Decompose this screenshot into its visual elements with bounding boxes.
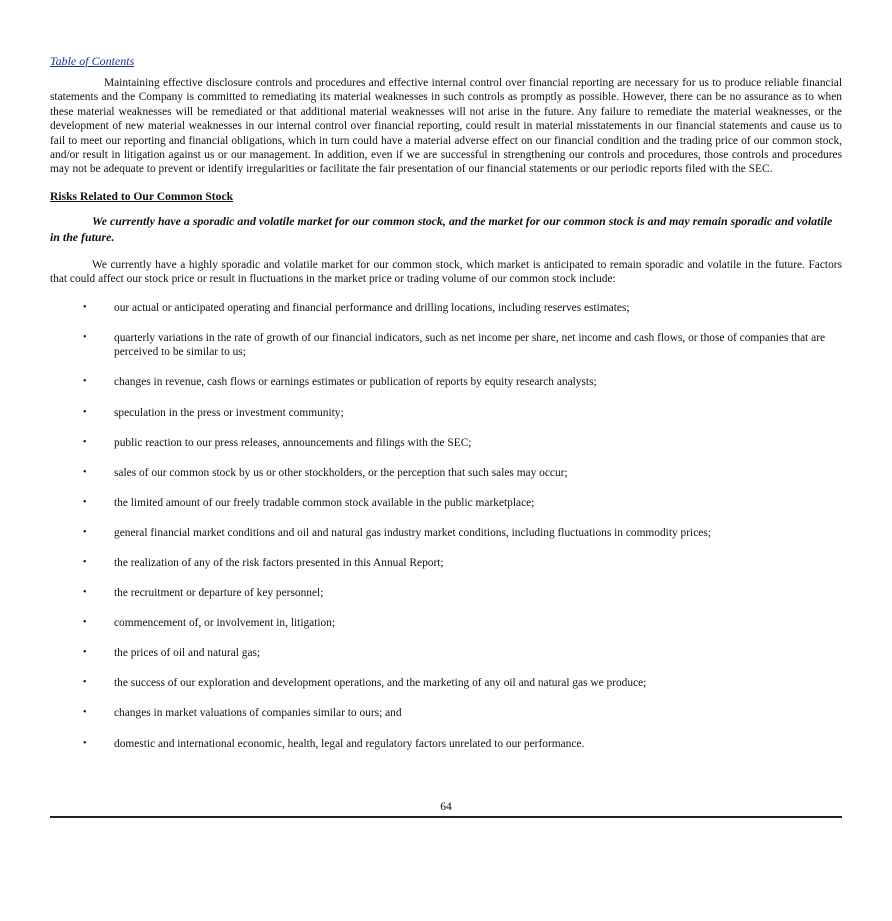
- list-item: [50, 375, 842, 390]
- intro-paragraph: Maintaining effective disclosure controls and procedures and effective internal control over financial reporting are necessary for us to produce reliable financial statements and the Company is committed to remediating its material weaknesses in such controls as promptly as possible. However, there can be no assurance as to when these material weaknesses will be remediated or that additional material weaknesses will not arise in the future. Any failure to remediate the material weaknesses, or the development of new material weaknesses in our internal control over financial reporting, could result in material misstatements in our financial statements and cause us to fail to meet our reporting and financial obligations, which in turn could have a material adverse effect on our financial condition and the trading price of our common stock, and/or result in litigation against us or our management. In addition, even if we are successful in strengthening our controls and procedures, those controls and procedures may not be adequate to prevent or identify irregularities or facilitate the fair presentation of our financial statements or our periodic reports filed with the SEC.: [50, 77, 842, 176]
- bullet-icon: •: [83, 376, 87, 388]
- bullet-icon: •: [83, 526, 87, 538]
- bullet-icon: •: [83, 737, 87, 749]
- bullet-icon: •: [83, 331, 87, 343]
- list-item: [50, 406, 842, 421]
- list-item: [50, 586, 842, 601]
- list-item-text: public reaction to our press releases, announcements and filings with the SEC;: [114, 436, 472, 449]
- bullet-icon: •: [83, 587, 87, 599]
- risk-paragraph: We currently have a highly sporadic and volatile market for our common stock, which market is anticipated to remain sporadic and volatile in the future. Factors that could affect our stock price or result in fluctuations in the market price or trading volume of our common stock include:: [50, 258, 842, 286]
- bullet-icon: •: [83, 707, 87, 719]
- list-item: [50, 301, 842, 316]
- list-item-text: the recruitment or departure of key personnel;: [114, 587, 324, 600]
- list-item: [50, 526, 842, 541]
- bullet-icon: •: [83, 406, 87, 418]
- list-item: [50, 737, 842, 752]
- list-item-text: sales of our common stock by us or other stockholders, or the perception that such sales may occur;: [114, 466, 568, 479]
- bullet-icon: •: [83, 647, 87, 659]
- bullet-icon: •: [83, 617, 87, 629]
- document-page: [50, 52, 842, 767]
- list-item-text: speculation in the press or investment community;: [114, 406, 344, 419]
- list-item-text: changes in market valuations of companies similar to ours; and: [114, 707, 402, 720]
- list-item-text: our actual or anticipated operating and financial performance and drilling locations, including reserves estimates;: [114, 301, 630, 314]
- bullet-icon: •: [83, 436, 87, 448]
- section-heading: Risks Related to Our Common Stock: [50, 189, 234, 203]
- list-item-text: general financial market conditions and oil and natural gas industry market conditions, including fluctuations in commodity prices;: [114, 526, 711, 539]
- footer-divider: [50, 816, 842, 818]
- bullet-icon: •: [83, 496, 87, 508]
- list-item-text: the success of our exploration and development operations, and the marketing of any oil and natural gas we produce;: [114, 677, 647, 690]
- list-item: [50, 466, 842, 481]
- list-item: [50, 496, 842, 511]
- list-item-text: domestic and international economic, health, legal and regulatory factors unrelated to our performance.: [114, 737, 585, 750]
- list-item: [50, 676, 842, 691]
- list-item-text: changes in revenue, cash flows or earnings estimates or publication of reports by equity research analysts;: [114, 376, 597, 389]
- list-item: [50, 331, 842, 360]
- bullet-icon: •: [83, 677, 87, 689]
- list-item: [50, 706, 842, 721]
- page-number: 64: [440, 801, 452, 813]
- factor-list: [50, 301, 842, 752]
- list-item: [50, 616, 842, 631]
- list-item-text: the limited amount of our freely tradable common stock available in the public marketplace;: [114, 496, 535, 509]
- bullet-icon: •: [83, 301, 87, 313]
- list-item-text: the prices of oil and natural gas;: [114, 647, 261, 660]
- list-item: [50, 556, 842, 571]
- risk-factor-title: We currently have a sporadic and volatile market for our common stock, and the market for our common stock is and may remain sporadic and volatile in the future.: [50, 213, 833, 244]
- list-item-text: commencement of, or involvement in, litigation;: [114, 617, 336, 630]
- bullet-icon: •: [83, 466, 87, 478]
- list-item: [50, 436, 842, 451]
- table-of-contents-link[interactable]: Table of Contents: [50, 54, 135, 68]
- list-item-text: the realization of any of the risk factors presented in this Annual Report;: [114, 557, 444, 569]
- list-item: [50, 646, 842, 661]
- list-item-text: quarterly variations in the rate of growth of our financial indicators, such as net income per share, net income and cash flows, or those of companies that are perceived to be similar to us;: [114, 331, 826, 359]
- bullet-icon: •: [83, 557, 87, 568]
